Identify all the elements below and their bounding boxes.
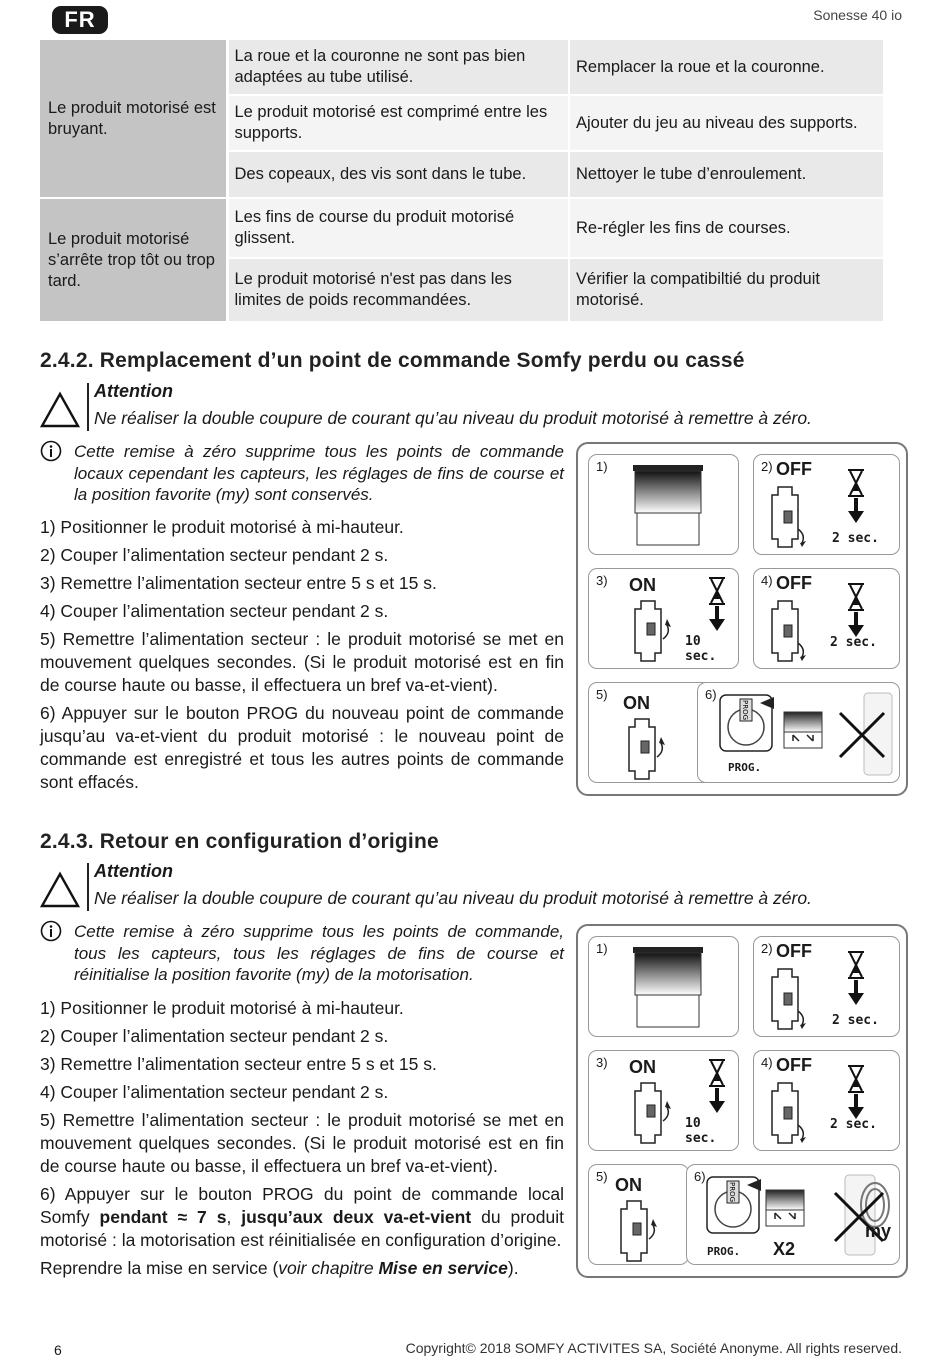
fix-cell: Vérifier la compatibiltié du produit motorisé.: [569, 258, 883, 322]
step-item: 2) Couper l’alimentation secteur pendant 2 s.: [40, 545, 389, 565]
cause-cell: Les fins de course du produit motorisé glissent.: [227, 198, 569, 258]
info-icon: [40, 440, 62, 462]
attention-bar: [87, 383, 89, 431]
step-number: 4): [761, 573, 773, 588]
window-blind-icon: [633, 947, 703, 1029]
blind-motion-icon: [765, 1189, 805, 1227]
step-item: 4) Couper l’alimentation secteur pendant 2 s.: [40, 1082, 389, 1102]
procedure-figure: [576, 924, 908, 1278]
hourglass-arrow-icon: [845, 583, 867, 639]
on-label: ON: [629, 1057, 656, 1077]
step-illustration: [588, 1050, 739, 1151]
step-number: 3): [596, 1055, 608, 1070]
step-item: 1) Positionner le produit motorisé à mi-hauteur.: [40, 998, 404, 1018]
step-number: 5): [596, 1169, 608, 1184]
symptom-cell: Le produit motorisé est bruyant.: [40, 40, 227, 198]
steps-list: [40, 997, 564, 1285]
step-item: 6) Appuyer sur le bouton PROG du nouveau point de commande jusqu’au va-et-vient du produit motorisé : le nouveau point de commande est enregistré et tous les autres points de commande sont effacés.: [40, 703, 564, 792]
fix-cell: Ajouter du jeu au niveau des supports.: [569, 95, 883, 151]
info-icon: [40, 920, 62, 942]
prog-label: PROG.: [707, 1245, 741, 1258]
svg-text:PROG: PROG: [728, 1181, 736, 1203]
step-item: 3) Remettre l’alimentation secteur entre 5 s et 15 s.: [40, 1054, 437, 1074]
circuit-breaker-icon: [770, 967, 810, 1031]
attention-text: Ne réaliser la double coupure de courant qu’au niveau du produit motorisé à remettre à zéro.: [94, 888, 812, 908]
table-row: [40, 40, 883, 95]
circuit-breaker-icon: [770, 599, 810, 663]
step-number: 6): [694, 1169, 706, 1184]
warning-triangle-icon: [40, 392, 80, 428]
off-label: OFF: [776, 1055, 812, 1075]
copyright: Copyright© 2018 SOMFY ACTIVITES SA, Société Anonyme. All rights reserved.: [405, 1340, 902, 1356]
warning-triangle-icon: [40, 872, 80, 908]
duration-label: 2 sec.: [830, 1117, 877, 1132]
repeat-count-label: X2: [773, 1239, 796, 1259]
info-text: Cette remise à zéro supprime tous les points de commande locaux cependant les capteurs, les réglages de fins de course et la position favorite (my) sont conservés.: [74, 442, 564, 504]
section-heading: 2.4.3. Retour en configuration d’origine: [40, 830, 439, 853]
window-blind-icon: [633, 465, 703, 547]
circuit-breaker-icon: [770, 1081, 810, 1145]
fix-cell: Remplacer la roue et la couronne.: [569, 40, 883, 95]
my-label: my: [865, 1221, 892, 1241]
cause-cell: La roue et la couronne ne sont pas bien adaptées au tube utilisé.: [227, 40, 569, 95]
step-illustration: [753, 568, 900, 669]
off-label: OFF: [776, 941, 812, 961]
step-illustration: [753, 936, 900, 1037]
step-illustration: [588, 568, 739, 669]
attention-title: Attention: [94, 381, 173, 401]
step-illustration: [686, 1164, 900, 1265]
step-illustration: [588, 1164, 689, 1265]
step-illustration: [697, 682, 900, 783]
language-badge: FR: [52, 6, 108, 34]
procedure-figure: [576, 442, 908, 796]
attention-title: Attention: [94, 861, 173, 881]
duration-label: 10 sec.: [685, 634, 717, 664]
step-item: 5) Remettre l’alimentation secteur : le produit motorisé se met en mouvement quelques secondes. (Si le produit motorisé est en fin de course haute ou basse, il effectuera un bref va-et-vient).: [40, 1110, 564, 1176]
troubleshooting-table: [40, 40, 883, 323]
info-text: Cette remise à zéro supprime tous les points de commande, tous les capteurs, tous les réglages de fins de course et réinitialise la position favorite (my) de la motorisation.: [74, 922, 564, 984]
step-number: 2): [761, 941, 773, 956]
step-item: 4) Couper l’alimentation secteur pendant 2 s.: [40, 601, 389, 621]
step-number: 3): [596, 573, 608, 588]
step-number: 5): [596, 687, 608, 702]
duration-label: 10 sec.: [685, 1116, 717, 1146]
step-illustration: [588, 936, 739, 1037]
step-illustration: [753, 1050, 900, 1151]
blind-motion-icon: [783, 711, 823, 749]
hourglass-arrow-icon: [845, 1065, 867, 1121]
step-illustration: [588, 682, 714, 783]
resume-note: Reprendre la mise en service (voir chapitre Mise en service).: [40, 1258, 519, 1278]
duration-label: 2 sec.: [830, 635, 877, 650]
cause-cell: Des copeaux, des vis sont dans le tube.: [227, 151, 569, 198]
circuit-breaker-icon: [633, 1081, 673, 1145]
step-item: 1) Positionner le produit motorisé à mi-hauteur.: [40, 517, 404, 537]
cause-cell: Le produit motorisé est comprimé entre les supports.: [227, 95, 569, 151]
hourglass-arrow-icon: [845, 951, 867, 1007]
prog-label: PROG.: [728, 761, 762, 774]
step-number: 1): [596, 459, 608, 474]
crossed-remote-icon: [838, 691, 896, 777]
steps-list: [40, 516, 564, 799]
step-number: 6): [705, 687, 717, 702]
step-illustration: [753, 454, 900, 555]
crossed-remote-icon: [831, 1171, 897, 1259]
circuit-breaker-icon: [633, 599, 673, 663]
step-item: 2) Couper l’alimentation secteur pendant 2 s.: [40, 1026, 389, 1046]
fix-cell: Nettoyer le tube d’enroulement.: [569, 151, 883, 198]
off-label: OFF: [776, 573, 812, 593]
step-number: 4): [761, 1055, 773, 1070]
circuit-breaker-icon: [770, 485, 810, 549]
page-number: 6: [54, 1342, 62, 1358]
circuit-breaker-icon: [619, 1199, 659, 1263]
off-label: OFF: [776, 459, 812, 479]
duration-label: 2 sec.: [832, 1013, 879, 1028]
step-item: 5) Remettre l’alimentation secteur : le produit motorisé se met en mouvement quelques secondes. (Si le produit motorisé est en fin de course haute ou basse, il effectuera un bref va-et-vient).: [40, 629, 564, 695]
cause-cell: Le produit motorisé n'est pas dans les limites de poids recommandées.: [227, 258, 569, 322]
hourglass-arrow-icon: [706, 577, 728, 633]
hourglass-arrow-icon: [706, 1059, 728, 1115]
attention-text: Ne réaliser la double coupure de courant qu’au niveau du produit motorisé à remettre à zéro.: [94, 408, 812, 428]
hourglass-arrow-icon: [845, 469, 867, 525]
step-item: 6) Appuyer sur le bouton PROG du point de commande local Somfy pendant ≈ 7 s, jusqu’aux deux va-et-vient du produit motorisé : la motorisation est réinitialisée en configuration d’origine.: [40, 1184, 564, 1250]
circuit-breaker-icon: [627, 717, 667, 781]
section-heading: 2.4.2. Remplacement d’un point de commande Somfy perdu ou cassé: [40, 349, 745, 372]
step-illustration: [588, 454, 739, 555]
document-title: Sonesse 40 io: [813, 7, 902, 23]
step-number: 1): [596, 941, 608, 956]
step-item: 3) Remettre l’alimentation secteur entre 5 s et 15 s.: [40, 573, 437, 593]
fix-cell: Re-régler les fins de courses.: [569, 198, 883, 258]
on-label: ON: [623, 693, 650, 713]
on-label: ON: [615, 1175, 642, 1195]
svg-text:PROG: PROG: [741, 699, 749, 721]
table-row: [40, 198, 883, 258]
prog-button-remote-icon: [705, 1175, 765, 1237]
symptom-cell: Le produit motorisé s’arrête trop tôt ou trop tard.: [40, 198, 227, 322]
step-number: 2): [761, 459, 773, 474]
prog-button-remote-icon: [718, 693, 778, 755]
on-label: ON: [629, 575, 656, 595]
attention-bar: [87, 863, 89, 911]
duration-label: 2 sec.: [832, 531, 879, 546]
